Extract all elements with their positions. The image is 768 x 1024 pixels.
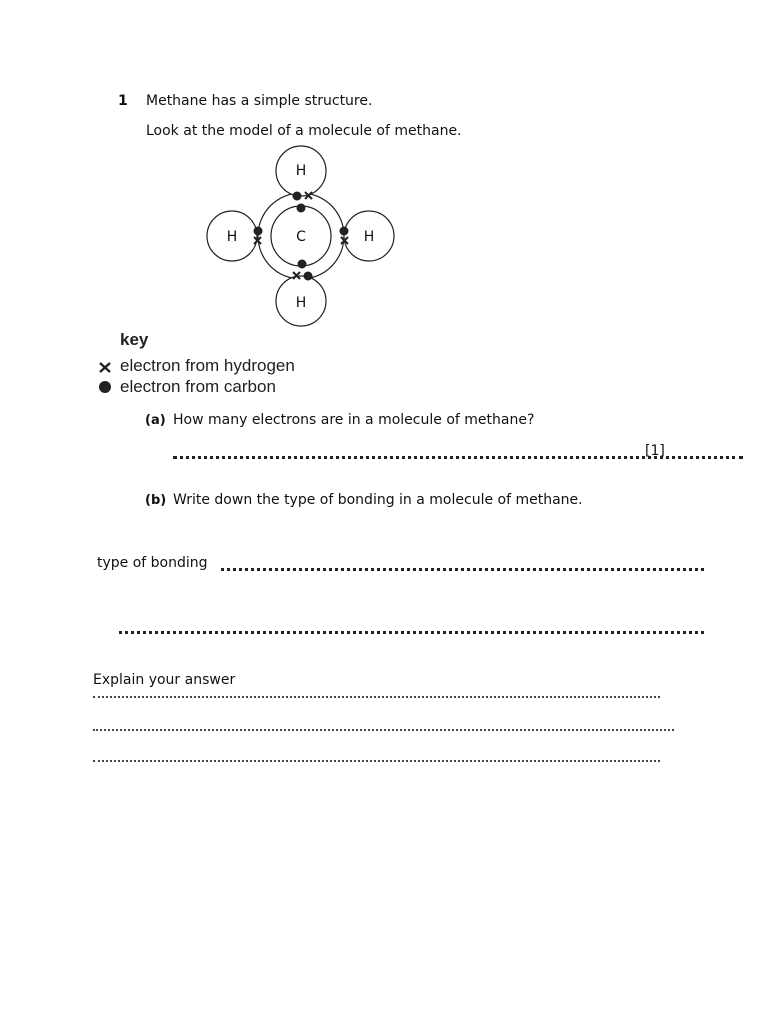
hydrogen-left-label: H — [226, 229, 238, 245]
type-of-bonding-answer-line[interactable] — [221, 568, 704, 571]
part-b-label: (b) — [145, 493, 167, 508]
hydrogen-right-label: H — [363, 229, 375, 245]
key-title: key — [120, 330, 149, 349]
carbon-electron-dot — [340, 227, 349, 236]
part-a-label: (a) — [145, 413, 166, 428]
dot-icon — [98, 380, 112, 394]
part-b-answer-line[interactable] — [119, 631, 704, 634]
question-instruction: Look at the model of a molecule of methane. — [146, 123, 462, 139]
key-item-carbon: electron from carbon — [120, 377, 276, 396]
cross-icon — [98, 361, 112, 373]
question-number: 1 — [118, 93, 128, 109]
explain-answer-line-2[interactable] — [93, 729, 674, 731]
hydrogen-bottom-label: H — [295, 295, 307, 311]
methane-diagram — [200, 140, 400, 330]
carbon-electron-dot — [293, 192, 302, 201]
part-a-question: How many electrons are in a molecule of methane? — [173, 412, 535, 428]
key-item-hydrogen: electron from hydrogen — [120, 356, 295, 375]
hydrogen-top-label: H — [295, 163, 307, 179]
carbon-label: C — [296, 229, 306, 245]
question-intro: Methane has a simple structure. — [146, 93, 373, 109]
part-a-marks: [1] — [645, 443, 665, 459]
explain-answer-line-3[interactable] — [93, 760, 660, 762]
carbon-electron-dot — [304, 272, 313, 281]
carbon-electron-dot — [298, 260, 307, 269]
part-a-answer-line[interactable] — [173, 456, 743, 459]
explain-label: Explain your answer — [93, 672, 236, 688]
carbon-electron-dot — [297, 204, 306, 213]
type-of-bonding-label: type of bonding — [97, 555, 208, 571]
explain-answer-line-1[interactable] — [93, 696, 660, 698]
part-b-question: Write down the type of bonding in a molecule of methane. — [173, 492, 583, 508]
carbon-electron-dot — [254, 227, 263, 236]
